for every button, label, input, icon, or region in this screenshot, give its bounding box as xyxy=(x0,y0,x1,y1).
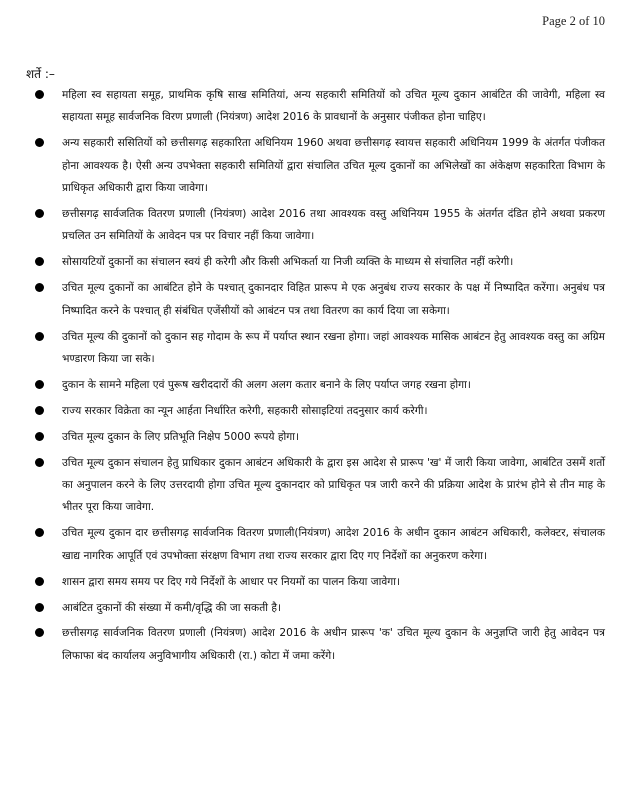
condition-text: अन्य सहकारी ससितियों को छत्तीसगढ़ सहकारिता अधिनियम 1960 अथवा छत्तीसगढ़ स्वायत्त सहकारी अधिनियम 1999 के अंतर्गत पंजीकत होना आवश्यक है। ऐसी अन्य उपभेक्ता सहकारी समितियों द्वारा संचालित उचित मूल्य दुकानों का अभिलेखों का अंकेक्षण सहकारिता विभाग के प्राधिकृत अधिकारी द्वारा किया जावेगा। xyxy=(62,137,605,195)
condition-item xyxy=(0,251,627,273)
condition-text: उचित मूल्य दुकान दार छत्तीसगढ़ सार्वजनिक वितरण प्रणाली(नियंत्रण) आदेश 2016 के अधीन दुकान आबंटन अधिकारी, कलेक्टर, संचालक खाद्य नागरिक आपूर्ति एवं उपभोक्ता संरक्षण विभाग तथा राज्य सरकार द्वारा दिए गए निर्देशों का अनुकरण करेगा। xyxy=(62,527,605,562)
condition-item xyxy=(0,426,627,448)
conditions-list xyxy=(0,84,627,671)
page-number: Page 2 of 10 xyxy=(542,14,605,28)
bullet-icon xyxy=(35,528,44,537)
condition-text: राज्य सरकार विक्रेता का न्यून आर्हता निर्धारित करेगी, सहकारी सोसाइटियां तदनुसार कार्य करेगी। xyxy=(62,404,428,417)
condition-text: शासन द्वारा समय समय पर दिए गये निर्देशों के आधार पर नियमों का पालन किया जावेगा। xyxy=(62,575,401,588)
condition-text: महिला स्व सहायता समूह, प्राथमिक कृषि साख समितियां, अन्य सहकारी समितियों को उचित मूल्य दुकान आबंटित की जावेगी, महिला स्व सहायता समूह सार्वजनिक विरण प्रणाली (नियंत्रण) आदेश 2016 के प्रावधानों के अनुसार पंजीकत होना चाहिए। xyxy=(62,89,605,124)
bullet-icon xyxy=(35,257,44,266)
condition-text: उचित मूल्य दुकानों का आबंटित होने के पश्चात् दुकानदार विहित प्रारूप मे एक अनुबंध राज्य सरकार के पक्ष में निष्पादित करेंगा। अनुबंध पत्र निष्पादित करने के पश्चात् ही संबंधित एजेंसीयों को आबंटन पत्र तथा वितरण का कार्य दिया जा सकेगा। xyxy=(62,282,605,317)
conditions-heading: शर्ते :– xyxy=(26,67,55,81)
condition-text: छत्तीसगढ़ सार्वजतिक वितरण प्रणाली (नियंत्रण) आदेश 2016 तथा आवश्यक वस्तु अधिनियम 1955 के अंतर्गत दंडित होने अथवा प्रकरण प्रचलित उन समितियों के आवेदन पत्र पर विचार नहीं किया जावेगा। xyxy=(62,208,605,243)
condition-item xyxy=(0,622,627,667)
bullet-icon xyxy=(35,90,44,99)
bullet-icon xyxy=(35,332,44,341)
condition-text: छत्तीसगढ़ सार्वजनिक वितरण प्रणाली (नियंत्रण) आदेश 2016 के अधीन प्रारूप 'क' उचित मूल्य दुकान के अनुज्ञप्ति जारी हेतु आवेदन पत्र लिफाफा बंद कार्यालय अनुविभागीय अधिकारी (रा.) कोटा में जमा करेंगे। xyxy=(62,627,605,662)
condition-item xyxy=(0,522,627,567)
condition-item xyxy=(0,452,627,519)
bullet-icon xyxy=(35,458,44,467)
bullet-icon xyxy=(35,432,44,441)
bullet-icon xyxy=(35,283,44,292)
bullet-icon xyxy=(35,628,44,637)
bullet-icon xyxy=(35,380,44,389)
bullet-icon xyxy=(35,603,44,612)
condition-item xyxy=(0,374,627,396)
condition-item xyxy=(0,326,627,371)
condition-item xyxy=(0,571,627,593)
bullet-icon xyxy=(35,406,44,415)
condition-text: उचित मूल्य दुकान के लिए प्रतिभूति निक्षेप 5000 रूपये होगा। xyxy=(62,430,299,443)
bullet-icon xyxy=(35,138,44,147)
condition-item xyxy=(0,132,627,199)
bullet-icon xyxy=(35,209,44,218)
condition-item xyxy=(0,400,627,422)
condition-item xyxy=(0,277,627,322)
condition-item xyxy=(0,597,627,619)
condition-item xyxy=(0,84,627,129)
condition-text: दुकान के सामने महिला एवं पुरूष खरीददारों की अलग अलग कतार बनाने के लिए पर्याप्त जगह रखना होगा। xyxy=(62,378,471,391)
condition-text: आबंटित दुकानों की संख्या में कमी/वृद्धि की जा सकती है। xyxy=(62,601,281,614)
condition-text: सोसायटियों दुकानों का संचालन स्वयं ही करेगी और किसी अभिकर्ता या निजी व्यक्ति के माध्यम से संचालित नहीं करेगी। xyxy=(62,256,514,269)
condition-text: उचित मूल्य दुकान संचालन हेतु प्राधिकार दुकान आबंटन अधिकारी के द्वारा इस आदेश से प्रारूप 'ख' में जारी किया जावेगा, आबंटित उसमें शर्तो का अनुपालन करने के लिए उत्तरदायी होगा उचित मूल्य दुकानदार को प्राधिकृत पत्र जारी करने की प्रक्रिया आदेश के प्रारंभ होने से तीन माह के भीतर पूरा किया जावेगा. xyxy=(62,456,605,514)
condition-text: उचित मूल्य की दुकानों को दुकान सह गोदाम के रूप में पर्याप्त स्थान रखना होगा। जहां आवश्यक मासिक आबंटन हेतु आवश्यक वस्तु का अग्रिम भण्डारण किया जा सके। xyxy=(62,330,605,365)
condition-item xyxy=(0,203,627,248)
bullet-icon xyxy=(35,577,44,586)
